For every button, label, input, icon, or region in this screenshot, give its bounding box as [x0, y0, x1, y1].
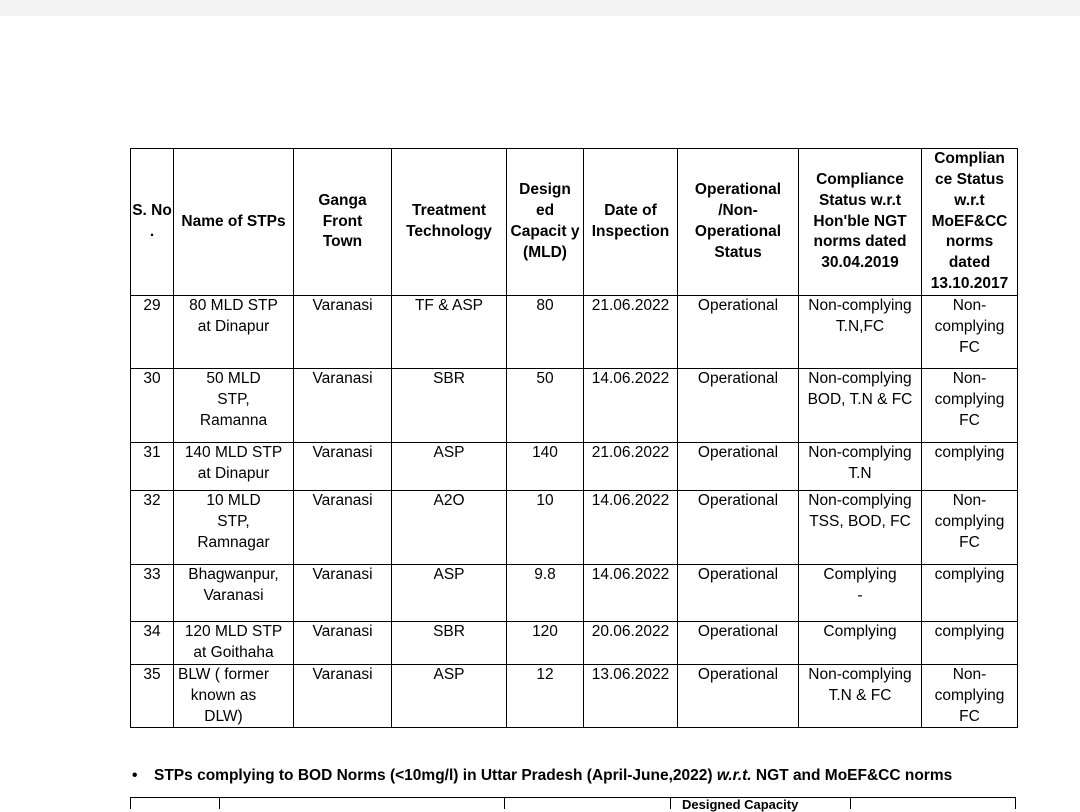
table-row	[131, 665, 1018, 728]
cell-ngt: Non-complying TSS, BOD, FC	[799, 491, 922, 565]
cell-ngt: Complying -	[799, 565, 922, 622]
cell-capacity: 120	[507, 622, 584, 665]
cell-capacity: 10	[507, 491, 584, 565]
cell-moef: complying	[922, 443, 1018, 491]
header-town: Ganga Front Town	[294, 149, 392, 296]
cell-name: 140 MLD STP at Dinapur	[174, 443, 294, 491]
cell-date: 14.06.2022	[584, 491, 678, 565]
header-status: Operational /Non-Operational Status	[678, 149, 799, 296]
bullet-icon: •	[132, 767, 138, 784]
cell-town: Varanasi	[294, 622, 392, 665]
cell-tech: TF & ASP	[392, 296, 507, 369]
header-tech: Treatment Technology	[392, 149, 507, 296]
cell-moef: Non-complying FC	[922, 296, 1018, 369]
header-capacity: Design ed Capacit y (MLD)	[507, 149, 584, 296]
header-moef: Complian ce Status w.r.t MoEF&CC norms dated 13.10.2017	[922, 149, 1018, 296]
cell-status: Operational	[678, 443, 799, 491]
cell-tech: ASP	[392, 565, 507, 622]
bullet-text-italic: w.r.t.	[716, 767, 752, 784]
cell-status: Operational	[678, 565, 799, 622]
cell-ngt: Non-complying T.N & FC	[799, 665, 922, 728]
cell-name: 10 MLD STP, Ramnagar	[174, 491, 294, 565]
cell-name: 50 MLD STP, Ramanna	[174, 369, 294, 443]
cell-capacity: 50	[507, 369, 584, 443]
cell-tech: A2O	[392, 491, 507, 565]
cell-capacity: 140	[507, 443, 584, 491]
cell-moef: Non-complying FC	[922, 491, 1018, 565]
cell-sno: 35	[131, 665, 174, 728]
next-table-header-fragment: Designed Capacity	[682, 797, 799, 812]
cell-status: Operational	[678, 665, 799, 728]
table-row	[131, 369, 1018, 443]
cell-date: 14.06.2022	[584, 369, 678, 443]
cell-tech: SBR	[392, 622, 507, 665]
cell-status: Operational	[678, 491, 799, 565]
cell-town: Varanasi	[294, 369, 392, 443]
cell-town: Varanasi	[294, 491, 392, 565]
cell-sno: 29	[131, 296, 174, 369]
table-row	[131, 622, 1018, 665]
cell-date: 21.06.2022	[584, 296, 678, 369]
cell-moef: complying	[922, 565, 1018, 622]
cell-ngt: Non-complying T.N	[799, 443, 922, 491]
cell-capacity: 80	[507, 296, 584, 369]
table-row	[131, 296, 1018, 369]
table-row	[131, 565, 1018, 622]
header-name: Name of STPs	[174, 149, 294, 296]
table-header-row	[131, 149, 1018, 296]
table-row	[131, 443, 1018, 491]
cell-date: 14.06.2022	[584, 565, 678, 622]
cell-sno: 33	[131, 565, 174, 622]
cell-ngt: Non-complying BOD, T.N & FC	[799, 369, 922, 443]
header-ngt: Compliance Status w.r.t Hon'ble NGT norms dated 30.04.2019	[799, 149, 922, 296]
cell-moef: Non-complying FC	[922, 665, 1018, 728]
cell-name: Bhagwanpur, Varanasi	[174, 565, 294, 622]
cell-date: 20.06.2022	[584, 622, 678, 665]
cell-tech: ASP	[392, 665, 507, 728]
cell-town: Varanasi	[294, 665, 392, 728]
cell-sno: 32	[131, 491, 174, 565]
cell-tech: ASP	[392, 443, 507, 491]
cell-town: Varanasi	[294, 296, 392, 369]
cell-sno: 34	[131, 622, 174, 665]
cell-capacity: 9.8	[507, 565, 584, 622]
cell-ngt: Complying	[799, 622, 922, 665]
header-sno: S. No .	[131, 149, 174, 296]
cell-sno: 30	[131, 369, 174, 443]
cell-date: 21.06.2022	[584, 443, 678, 491]
cell-name: BLW ( former known as DLW)	[174, 665, 294, 728]
cell-sno: 31	[131, 443, 174, 491]
cell-moef: Non-complying FC	[922, 369, 1018, 443]
cell-name: 120 MLD STP at Goithaha	[174, 622, 294, 665]
stp-compliance-table	[130, 148, 1018, 728]
cell-tech: SBR	[392, 369, 507, 443]
table-row	[131, 491, 1018, 565]
cell-status: Operational	[678, 296, 799, 369]
header-date: Date of Inspection	[584, 149, 678, 296]
bullet-text-end: NGT and MoEF&CC norms	[751, 767, 953, 784]
cell-status: Operational	[678, 369, 799, 443]
bod-norms-bullet	[132, 767, 952, 785]
viewer-top-bar	[0, 0, 1080, 16]
cell-date: 13.06.2022	[584, 665, 678, 728]
cell-town: Varanasi	[294, 443, 392, 491]
cell-status: Operational	[678, 622, 799, 665]
cell-moef: complying	[922, 622, 1018, 665]
cell-name: 80 MLD STP at Dinapur	[174, 296, 294, 369]
cell-capacity: 12	[507, 665, 584, 728]
cell-town: Varanasi	[294, 565, 392, 622]
bullet-text-main: STPs complying to BOD Norms (<10mg/l) in Uttar Pradesh (April-June,2022)	[154, 767, 717, 784]
cell-ngt: Non-complying T.N,FC	[799, 296, 922, 369]
